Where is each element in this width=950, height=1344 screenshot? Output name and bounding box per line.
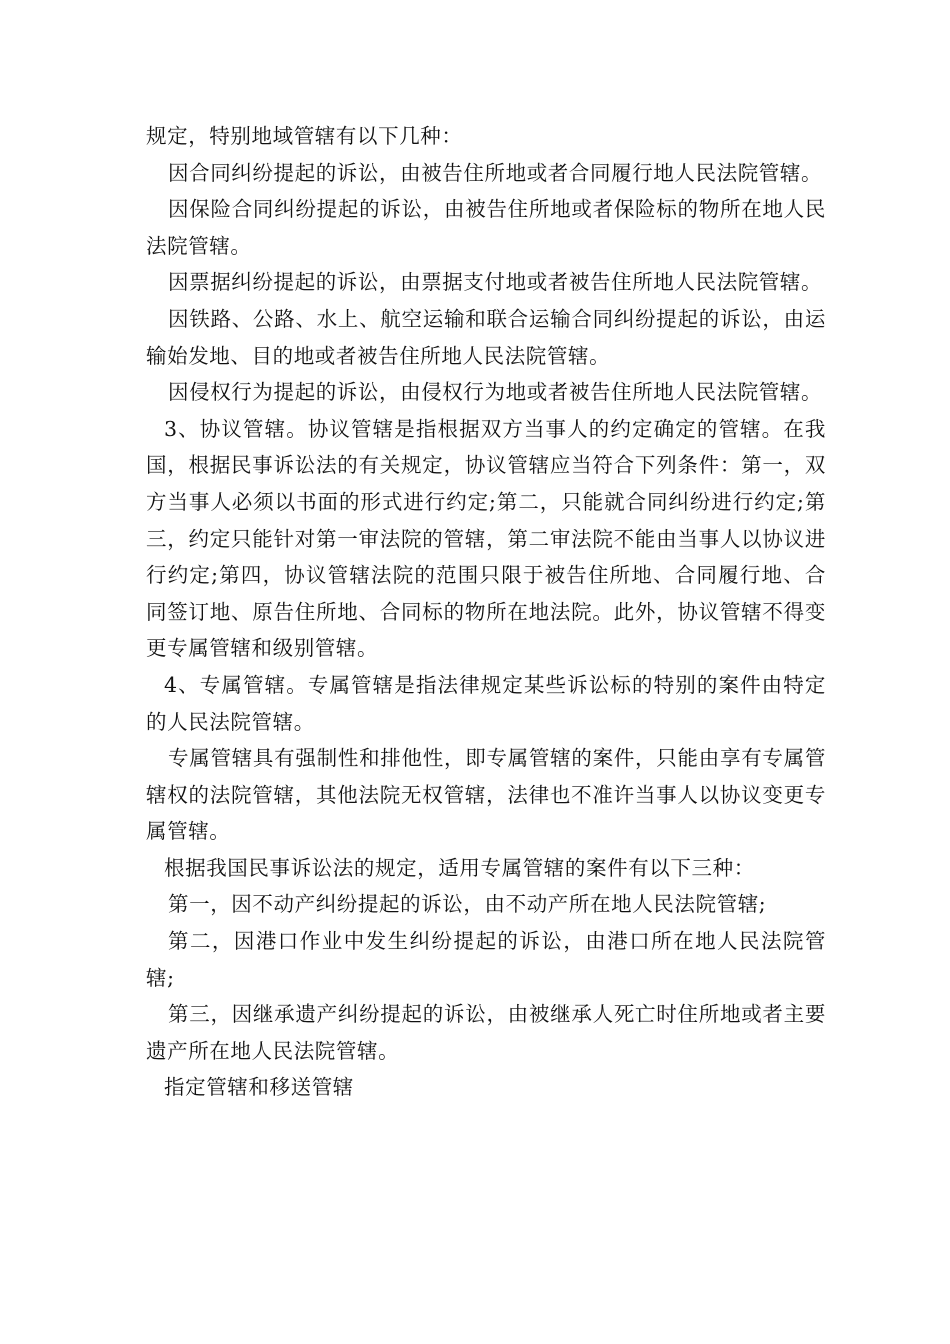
paragraph-real-estate-case: 第一，因不动产纠纷提起的诉讼，由不动产所在地人民法院管辖; [168, 892, 767, 917]
paragraph-exclusive-nature: 专属管辖具有强制性和排他性，即专属管辖的案件，只能由享有专属管辖权的法院管辖，其他法院无权管辖，法律也不准许当事人以协议变更专属管辖。 [146, 746, 826, 844]
paragraph-transport-dispute: 因铁路、公路、水上、航空运输和联合运输合同纠纷提起的诉讼，由运输始发地、目的地或者被告住所地人民法院管辖。 [146, 306, 826, 368]
paragraph-designated-transfer-heading: 指定管辖和移送管辖 [164, 1075, 354, 1100]
paragraph-exclusive-cases-intro: 根据我国民事诉讼法的规定，适用专属管辖的案件有以下三种： [164, 855, 755, 880]
paragraph-contract-dispute: 因合同纠纷提起的诉讼，由被告住所地或者合同履行地人民法院管辖。 [168, 160, 823, 185]
paragraph-special-jurisdiction-intro: 规定，特别地域管辖有以下几种： [146, 124, 463, 148]
paragraph-inheritance-case: 第三，因继承遗产纠纷提起的诉讼，由被继承人死亡时住所地或者主要遗产所在地人民法院管辖。 [146, 1002, 826, 1063]
document-body [146, 118, 826, 1106]
paragraph-agreed-jurisdiction: 3、协议管辖。协议管辖是指根据双方当事人的约定确定的管辖。在我国，根据民事诉讼法的有关规定，协议管辖应当符合下列条件：第一，双方当事人必须以书面的形式进行约定;第二，只能就合同纠纷进行约定;第三，约定只能针对第一审法院的管辖，第二审法院不能由当事人以协议进行约定;第四，协议管辖法院的范围只限于被告住所地、合同履行地、合同签订地、原告住所地、合同标的物所在地法院。此外，协议管辖不得变更专属管辖和级别管辖。 [146, 416, 826, 661]
paragraph-tort-dispute: 因侵权行为提起的诉讼，由侵权行为地或者被告住所地人民法院管辖。 [168, 380, 823, 405]
paragraph-port-case: 第二，因港口作业中发生纠纷提起的诉讼，由港口所在地人民法院管辖; [146, 929, 826, 990]
paragraph-bill-dispute: 因票据纠纷提起的诉讼，由票据支付地或者被告住所地人民法院管辖。 [168, 270, 823, 295]
paragraph-exclusive-jurisdiction: 4、专属管辖。专属管辖是指法律规定某些诉讼标的特别的案件由特定的人民法院管辖。 [146, 672, 826, 734]
paragraph-insurance-dispute: 因保险合同纠纷提起的诉讼，由被告住所地或者保险标的物所在地人民法院管辖。 [146, 197, 826, 258]
